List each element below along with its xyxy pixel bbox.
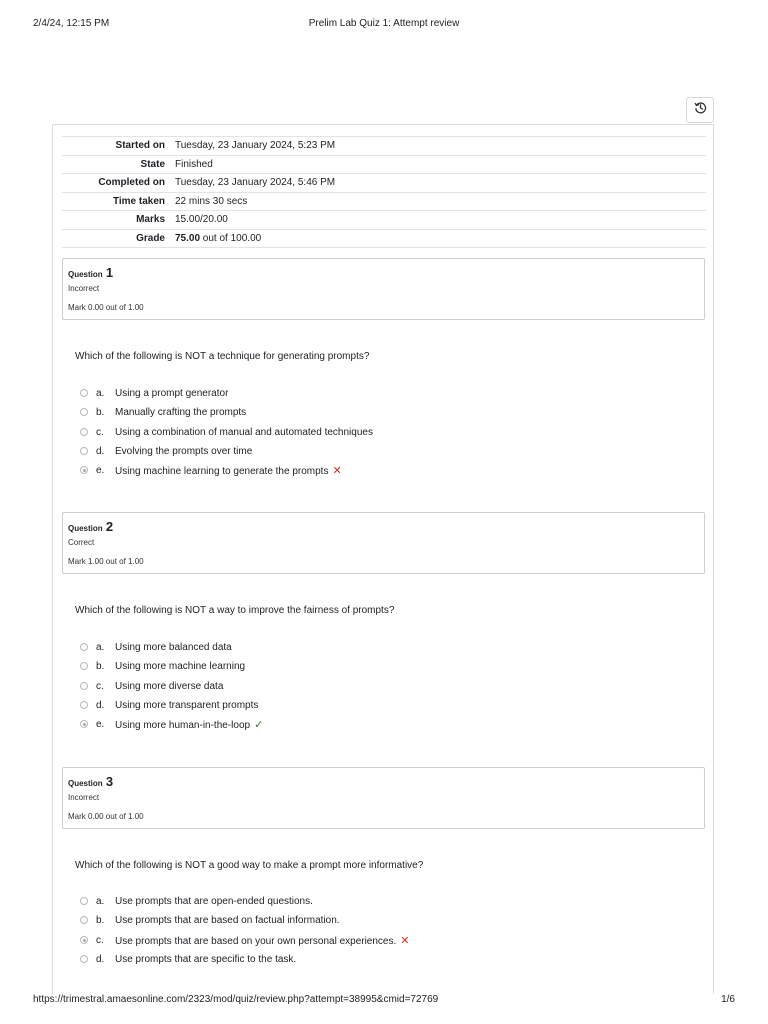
question-state: Incorrect: [68, 793, 100, 802]
answer-text: Use prompts that are open-ended questions.: [115, 895, 313, 907]
incorrect-icon: ✕: [332, 464, 342, 477]
summary-label: State: [62, 155, 170, 174]
print-datetime: 2/4/24, 12:15 PM: [33, 18, 110, 29]
answer-option[interactable]: [80, 444, 253, 458]
answer-letter: a.: [96, 641, 105, 653]
answer-option[interactable]: [80, 913, 340, 927]
question-number: Question 2: [68, 519, 114, 534]
answer-text: Using machine learning to generate the prompts ✕: [115, 464, 342, 477]
summary-value: 15.00/20.00: [170, 211, 706, 230]
summary-row-state: [62, 155, 706, 174]
answer-option[interactable]: [80, 659, 246, 673]
summary-label: Completed on: [62, 174, 170, 193]
answer-option-selected[interactable]: [80, 463, 342, 477]
print-header: [33, 18, 735, 32]
answer-text: Using more human-in-the-loop ✓: [115, 718, 264, 731]
radio-button[interactable]: [80, 389, 88, 397]
summary-row-completed: [62, 174, 706, 193]
question-info-box: [62, 512, 705, 574]
answer-option[interactable]: [80, 698, 259, 712]
answer-letter: b.: [96, 914, 105, 926]
answer-letter: d.: [96, 699, 105, 711]
answer-text: Evolving the prompts over time: [115, 445, 253, 457]
answer-text: Using more diverse data: [115, 680, 224, 692]
attempt-summary-table: [62, 136, 706, 248]
question-state: Correct: [68, 538, 95, 547]
answer-letter: b.: [96, 660, 105, 672]
answer-text: Using more machine learning: [115, 660, 246, 672]
summary-row-grade: [62, 229, 706, 248]
print-url: https://trimestral.amaesonline.com/2323/mod/quiz/review.php?attempt=38995&cmid=72769: [33, 994, 439, 1005]
question-info-box: [62, 258, 705, 320]
radio-button[interactable]: [80, 682, 88, 690]
answer-option[interactable]: [80, 952, 297, 966]
answer-option[interactable]: [80, 679, 224, 693]
question-number: Question 1: [68, 265, 114, 280]
summary-row-time-taken: [62, 192, 706, 211]
radio-button-selected[interactable]: [80, 936, 88, 944]
radio-button-selected[interactable]: [80, 720, 88, 728]
answer-text: Use prompts that are based on your own personal experiences. ✕: [115, 934, 410, 947]
question-info-box: [62, 767, 705, 829]
summary-value: [170, 229, 706, 248]
answer-letter: d.: [96, 953, 105, 965]
answer-option[interactable]: [80, 405, 247, 419]
summary-value: Finished: [170, 155, 706, 174]
summary-row-started: [62, 137, 706, 156]
answer-letter: c.: [96, 426, 104, 438]
summary-value: Tuesday, 23 January 2024, 5:46 PM: [170, 174, 706, 193]
answer-option[interactable]: [80, 386, 229, 400]
correct-check-icon: ✓: [254, 718, 264, 731]
summary-value: Tuesday, 23 January 2024, 5:23 PM: [170, 137, 706, 156]
answer-letter: d.: [96, 445, 105, 457]
radio-button[interactable]: [80, 897, 88, 905]
summary-label: Started on: [62, 137, 170, 156]
radio-button[interactable]: [80, 662, 88, 670]
radio-button[interactable]: [80, 428, 88, 436]
answer-text: Manually crafting the prompts: [115, 406, 247, 418]
answer-text: Using more transparent prompts: [115, 699, 259, 711]
radio-button[interactable]: [80, 701, 88, 709]
answer-letter: e.: [96, 718, 105, 730]
summary-label: Grade: [62, 229, 170, 248]
summary-row-marks: [62, 211, 706, 230]
answer-text: Using a combination of manual and automated techniques: [115, 426, 373, 438]
radio-button[interactable]: [80, 916, 88, 924]
summary-label: Time taken: [62, 192, 170, 211]
question-grade: Mark 1.00 out of 1.00: [68, 557, 144, 566]
answer-text: Using a prompt generator: [115, 387, 229, 399]
question-state: Incorrect: [68, 284, 100, 293]
radio-button[interactable]: [80, 447, 88, 455]
answer-text: Using more balanced data: [115, 641, 232, 653]
answer-text: Use prompts that are based on factual information.: [115, 914, 340, 926]
answer-letter: c.: [96, 680, 104, 692]
answer-option[interactable]: [80, 894, 313, 908]
print-footer: [33, 994, 735, 1008]
print-page-number: 1/6: [721, 994, 735, 1005]
summary-value: 22 mins 30 secs: [170, 192, 706, 211]
answer-letter: c.: [96, 934, 104, 946]
radio-button[interactable]: [80, 643, 88, 651]
summary-label: Marks: [62, 211, 170, 230]
question-number: Question 3: [68, 774, 114, 789]
print-page-title: Prelim Lab Quiz 1: Attempt review: [308, 18, 460, 29]
question-text: Which of the following is NOT a good way to make a prompt more informative?: [75, 860, 424, 871]
history-button[interactable]: [686, 97, 714, 123]
question-text: Which of the following is NOT a way to improve the fairness of prompts?: [75, 605, 395, 616]
incorrect-icon: ✕: [400, 934, 410, 947]
question-text: Which of the following is NOT a technique for generating prompts?: [75, 351, 370, 362]
question-grade: Mark 0.00 out of 1.00: [68, 812, 144, 821]
answer-option[interactable]: [80, 640, 232, 654]
answer-letter: a.: [96, 895, 105, 907]
radio-button[interactable]: [80, 955, 88, 963]
answer-option[interactable]: [80, 425, 373, 439]
radio-button-selected[interactable]: [80, 466, 88, 474]
answer-text: Use prompts that are specific to the task.: [115, 953, 297, 965]
answer-letter: e.: [96, 464, 105, 476]
answer-letter: b.: [96, 406, 105, 418]
answer-option-selected[interactable]: [80, 933, 410, 947]
answer-letter: a.: [96, 387, 105, 399]
radio-button[interactable]: [80, 408, 88, 416]
answer-option-selected[interactable]: [80, 717, 264, 731]
grade-total: out of 100.00: [200, 232, 262, 244]
grade-score: 75.00: [175, 232, 201, 244]
question-grade: Mark 0.00 out of 1.00: [68, 303, 144, 312]
history-icon: [694, 101, 707, 119]
